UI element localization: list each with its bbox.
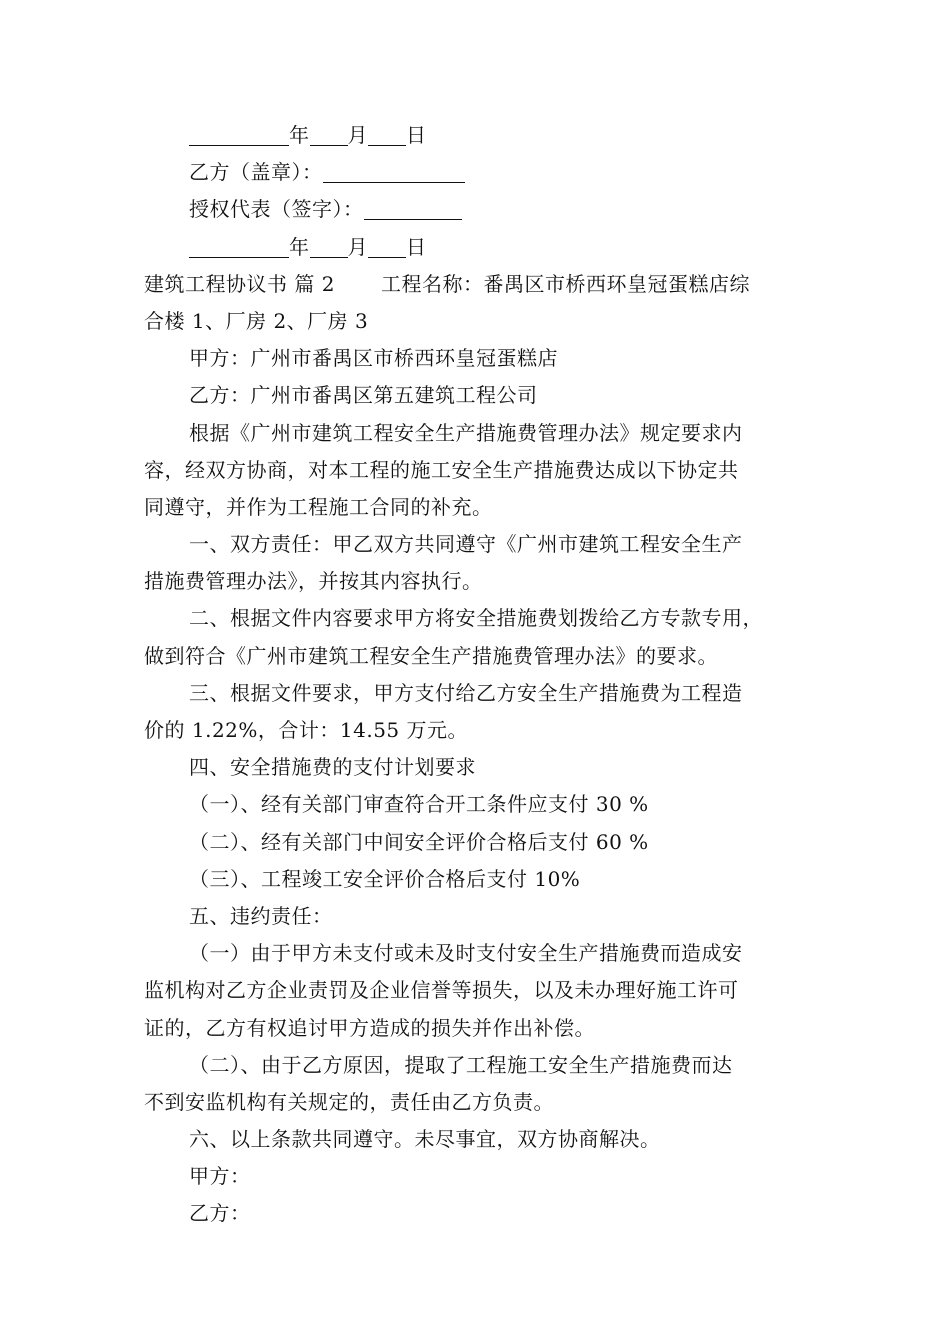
party-b-seal-label: 乙方（盖章）： xyxy=(189,160,323,185)
signature-blank xyxy=(364,195,462,220)
party-a-signature: 甲方： xyxy=(189,1164,251,1189)
party-b-seal-line xyxy=(144,154,814,191)
section-heading: 建筑工程协议书 篇 2 xyxy=(144,271,335,296)
paragraph-line: 价的 1.22%，合计：14.55 万元。 xyxy=(144,718,469,742)
paragraph-line: （二）、由于乙方原因，提取了工程施工安全生产措施费而达 xyxy=(189,1052,733,1077)
year-blank xyxy=(189,121,289,146)
paragraph-line: 措施费管理办法》，并按其内容执行。 xyxy=(144,569,483,594)
paragraph-line: 不到安监机构有关规定的，责任由乙方负责。 xyxy=(144,1089,554,1114)
paragraph-line: 根据《广州市建筑工程安全生产措施费管理办法》规定要求内 xyxy=(189,420,743,445)
date-line-2 xyxy=(144,229,814,266)
party-b-signature: 乙方： xyxy=(189,1201,251,1226)
document-body xyxy=(144,117,814,1233)
day-label: 日 xyxy=(406,234,427,259)
paragraph-line: 做到符合《广州市建筑工程安全生产措施费管理办法》的要求。 xyxy=(144,643,718,668)
paragraph-line: 二、根据文件内容要求甲方将安全措施费划拨给乙方专款专用， xyxy=(189,606,763,631)
date-line-1 xyxy=(144,117,814,154)
breach-item-1 xyxy=(144,935,814,1047)
authorized-rep-line xyxy=(144,191,814,228)
project-name: 工程名称：番禺区市桥西环皇冠蛋糕店综 xyxy=(380,271,750,296)
paragraph-line: （一）由于甲方未支付或未及时支付安全生产措施费而造成安 xyxy=(189,941,743,966)
year-label: 年 xyxy=(289,123,310,147)
month-label: 月 xyxy=(347,123,368,147)
intro-paragraph xyxy=(144,415,814,527)
paragraph-line: 证的，乙方有权追讨甲方造成的损失并作出补偿。 xyxy=(144,1015,595,1040)
paragraph-line: 一、双方责任：甲乙双方共同遵守《广州市建筑工程安全生产 xyxy=(189,532,743,557)
paragraph-line: 三、根据文件要求，甲方支付给乙方安全生产措施费为工程造 xyxy=(189,680,743,705)
paragraph-line: 同遵守，并作为工程施工合同的补充。 xyxy=(144,494,493,519)
clause-3 xyxy=(144,675,814,749)
clause-6: 六、以上条款共同遵守。未尽事宜，双方协商解决。 xyxy=(189,1127,661,1152)
project-name-continued: 合楼 1、厂房 2、厂房 3 xyxy=(144,308,369,333)
paragraph-line: 监机构对乙方企业责罚及企业信誉等损失，以及未办理好施工许可 xyxy=(144,978,739,1003)
party-a: 甲方：广州市番禺区市桥西环皇冠蛋糕店 xyxy=(189,346,558,371)
clause-5: 五、违约责任： xyxy=(189,903,333,928)
day-blank xyxy=(368,121,406,146)
party-b: 乙方：广州市番禺区第五建筑工程公司 xyxy=(189,383,538,408)
clause-2 xyxy=(144,600,814,674)
payment-item: （二）、经有关部门中间安全评价合格后支付 60 % xyxy=(189,829,649,854)
seal-blank xyxy=(323,158,465,183)
month-blank xyxy=(310,233,348,258)
paragraph-line: 容，经双方协商，对本工程的施工安全生产措施费达成以下协定共 xyxy=(144,457,739,482)
day-blank xyxy=(368,233,406,258)
section-heading-line xyxy=(144,266,814,303)
year-label: 年 xyxy=(289,234,310,259)
month-label: 月 xyxy=(347,234,368,259)
payment-item: （三）、工程竣工安全评价合格后支付 10% xyxy=(189,866,581,891)
payment-item: （一）、经有关部门审查符合开工条件应支付 30 % xyxy=(189,792,649,817)
year-blank xyxy=(189,233,289,258)
clause-1 xyxy=(144,526,814,600)
month-blank xyxy=(310,121,348,146)
clause-4: 四、安全措施费的支付计划要求 xyxy=(189,755,476,780)
day-label: 日 xyxy=(406,123,427,147)
breach-item-2 xyxy=(144,1047,814,1121)
authorized-rep-label: 授权代表（签字）： xyxy=(189,197,364,222)
